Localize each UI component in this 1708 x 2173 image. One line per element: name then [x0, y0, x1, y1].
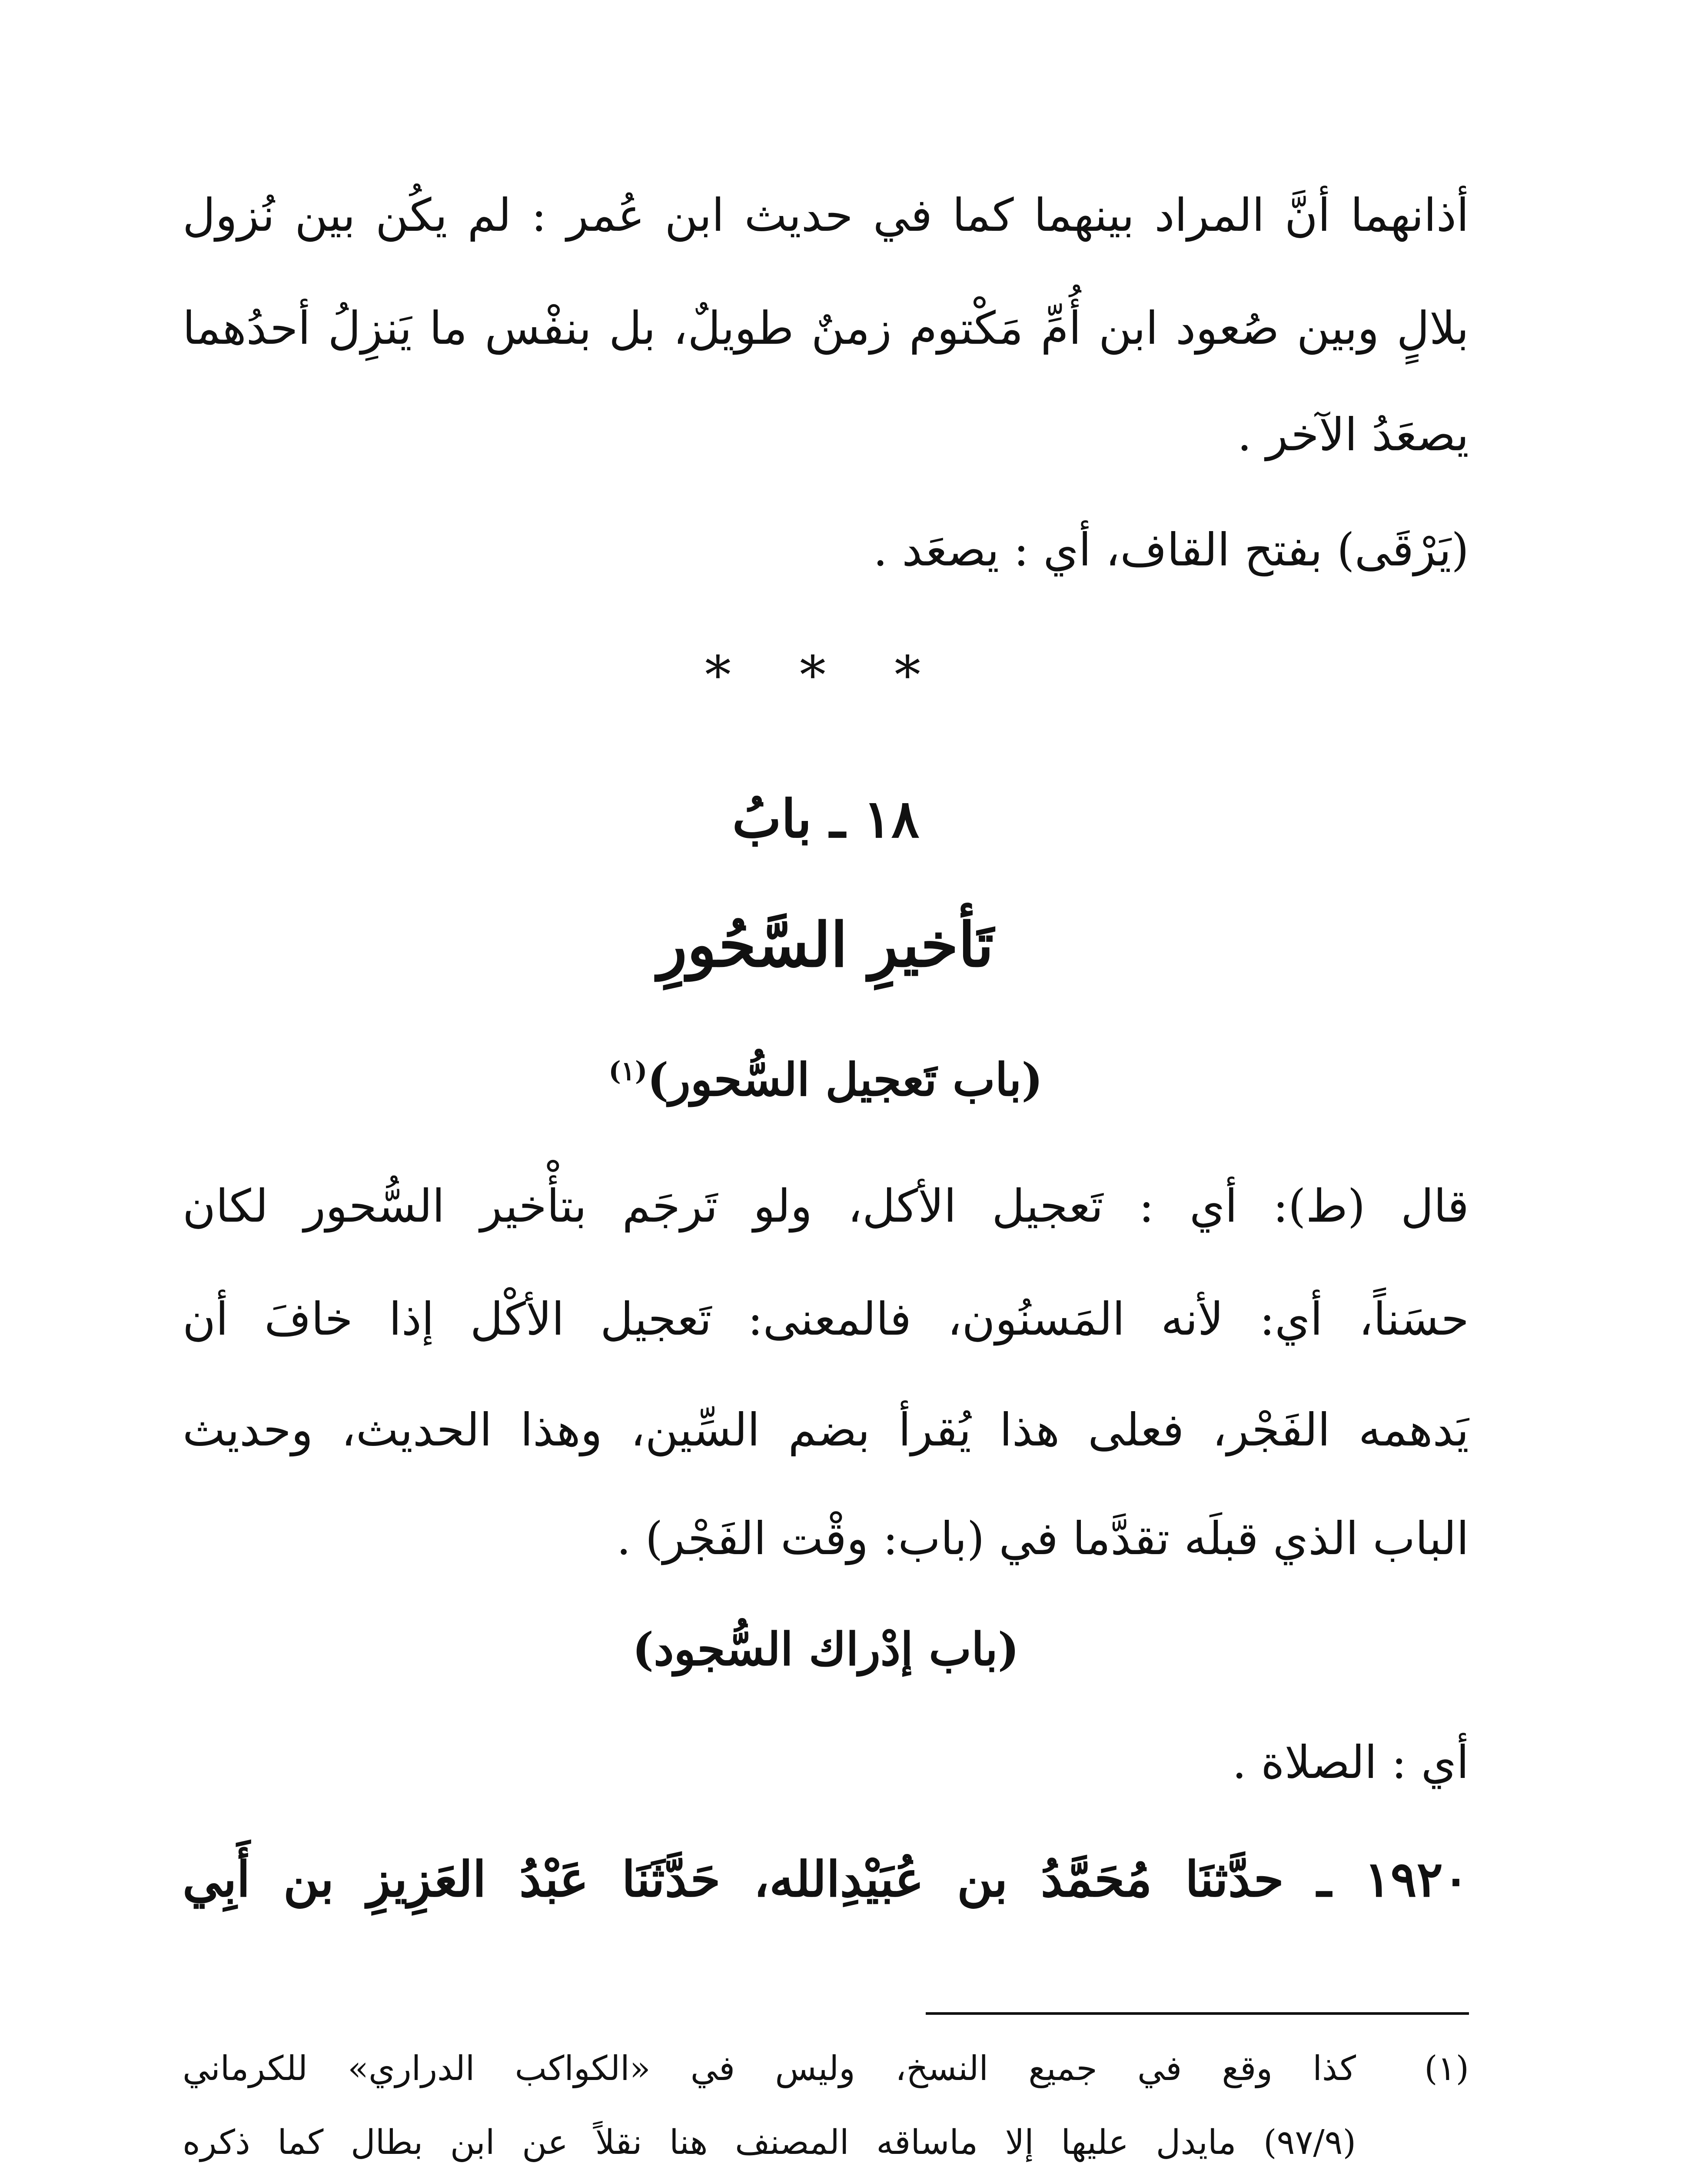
footnote-line-2: (٩٧/٩) مايدل عليها إلا ماساقه المصنف هنا نقلاً عن ابن بطال كما ذكره — [183, 2123, 1356, 2162]
paragraph-3: أي : الصلاة . — [1232, 1736, 1469, 1789]
chapter-number: ١٨ ـ بابُ — [732, 788, 920, 850]
footnote-reference: (١) — [608, 1056, 648, 1086]
top-paragraph-line-2: بلالٍ وبين صُعود ابن أُمِّ مَكْتوم زمنٌ طويلٌ، بل بنفْس ما يَنزِلُ أحدُهما — [183, 302, 1469, 355]
paragraph-2-line-1: قال (ط): أي : تَعجيل الأكل، ولو تَرجَم بتأْخير السُّحور لكان — [183, 1180, 1469, 1233]
footnote-marker: (١) — [1424, 2049, 1469, 2088]
chapter-title: تَأخيرِ السَّحُورِ — [658, 910, 994, 981]
bab-heading-2: (باب إدْراك السُّجود) — [632, 1622, 1019, 1676]
top-paragraph-line-3: يصعَدُ الآخر . — [1237, 408, 1469, 461]
paragraph-2-line-2: حسَناً، أي: لأنه المَسنُون، فالمعنى: تَعجيل الأكْل إذا خافَ أن — [183, 1293, 1469, 1346]
note-line: (يَرْقَى) بفتح القاف، أي : يصعَد . — [873, 523, 1469, 576]
paragraph-2-line-4: الباب الذي قبلَه تقدَّما في (باب: وقْت الفَجْر) . — [616, 1512, 1469, 1565]
footnote-line-1: كذا وقع في جميع النسخ، وليس في «الكواكب الدراري» للكرماني — [183, 2049, 1356, 2088]
paragraph-2-line-3: يَدهمه الفَجْر، فعلى هذا يُقرأ بضم السِّين، وهذا الحديث، وحديث — [183, 1403, 1469, 1456]
separator-stars: * * * — [704, 645, 947, 706]
bab-heading-1 — [183, 1039, 1469, 1113]
footnote-separator — [926, 2012, 1469, 2015]
bab-heading-1-text: (باب تَعجيل السُّحور) — [647, 1053, 1043, 1106]
hadith-line: ١٩٢٠ ـ حدَّثنَا مُحَمَّدُ بن عُبَيْدِالله، حَدَّثَنَا عَبْدُ العَزِيزِ بن أَبِي — [183, 1851, 1469, 1908]
top-paragraph-line-1: أذانهما أنَّ المراد بينهما كما في حديث ابن عُمر : لم يكُن بين نُزول — [183, 189, 1469, 242]
